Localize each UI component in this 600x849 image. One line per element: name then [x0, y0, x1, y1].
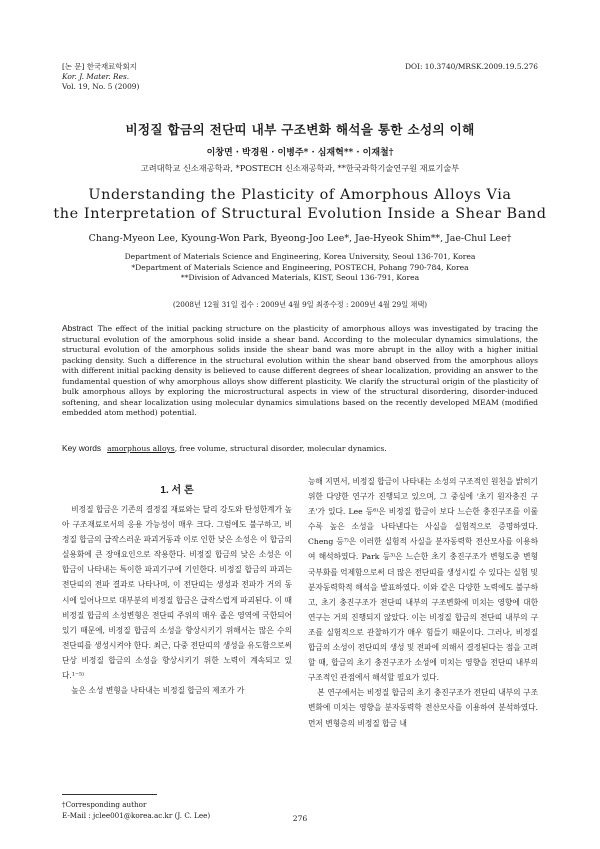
- footnote-divider: [62, 794, 157, 795]
- paragraph: 높은 소성 변형을 나타내는 비정질 합금의 제조가 가: [71, 686, 245, 696]
- title-english: [0, 186, 600, 224]
- authors-korean: 이창면 · 박경원 · 이병주* · 심재혁** · 이재철†: [206, 148, 394, 158]
- abstract: [62, 323, 538, 419]
- body-left-column: [62, 502, 292, 698]
- affiliation-line: **Division of Advanced Materials, KIST, Seoul 136-791, Korea: [180, 273, 420, 283]
- journal-name-en: Kor. J. Mater. Res.: [62, 72, 130, 82]
- authors-english: Chang-Myeon Lee, Kyoung-Won Park, Byeong-Joo Lee*, Jae-Hyeok Shim**, Jae-Chul Lee†: [88, 233, 512, 244]
- paragraph: 본 연구에서는 비정질 합금의 초기 충진구조가 전단띠 내부의 구조변화에 미치는 영향을 분자동력학 전산모사를 이용하여 분석하였다. 먼저 변형층의 비정질 합금 내: [308, 688, 538, 728]
- affiliations-english: [0, 252, 600, 284]
- corresponding-author: †Corresponding author: [62, 800, 147, 809]
- author-email: E-Mail : jclee001@korea.ac.kr (J. C. Lee): [62, 811, 211, 820]
- doi: DOI: 10.3740/MRSK.2009.19.5.276: [405, 62, 538, 71]
- affiliation-korean: 고려대학교 신소재공학과, *POSTECH 신소재공학과, **한국과학기술연구원 재료기술부: [140, 163, 460, 173]
- section-heading-introduction: 1. 서 론: [160, 485, 194, 496]
- abstract-text: The effect of the initial packing structure on the plasticity of amorphous alloys was investigated by tracing the structural evolution of the amorphous solid inside a shear band. According to the molecular dynamics simulations, the structural evolution of the amorphous solids inside the shear band was more abrupt in the alloy with a higher initial packing density. Such a difference in the structural evolution within the shear band observed from the amorphous alloys with different initial packing density is believed to cause different degrees of shear localization, providing an answer to the fundamental question of why amorphous alloys show different plasticity. We clarify the structural origin of the plasticity of bulk amorphous alloys by exploring the microstructural aspects in view of the structural disordering, disorder-induced softening, and shear localization using molecular dynamics simulations based on the recently developed MEAM (modified embedded atom method) potential.: [62, 324, 538, 417]
- affiliation-line: Department of Materials Science and Engineering, Korea University, Seoul 136-701, Korea: [124, 252, 476, 261]
- title-korean: 비정질 합금의 전단띠 내부 구조변화 해석을 통한 소성의 이해: [125, 122, 475, 137]
- abstract-label: Abstract: [62, 323, 93, 333]
- title-english-line: the Interpretation of Structural Evolution Inside a Shear Band: [53, 206, 547, 222]
- keywords-rest: , free volume, structural disorder, molecular dynamics.: [174, 444, 387, 453]
- affiliation-line: *Department of Materials Science and Engineering, POSTECH, Pohang 790-784, Korea: [131, 262, 469, 272]
- body-right-column: [308, 474, 538, 731]
- title-english-line: Understanding the Plasticity of Amorphous Alloys Via: [88, 187, 512, 203]
- keyword-link[interactable]: amorphous alloys: [107, 444, 175, 453]
- paragraph: 비정질 합금은 기존의 결정질 재료와는 달리 강도와 탄성한계가 높아 구조재료로서의 응용 가능성이 매우 크다. 그럼에도 불구하고, 비정질 합금의 급작스러운 파괴거동과 이로 인한 낮은 소성은 이 합금의 실용화에 큰 장애요인으로 작용한다. 비정질 합금의 낮은 소성은 이 합금이 나타내는 특이한 파괴기구에 기인한다. 비정질 합금의 파괴는 전단띠의 전파 결과로 나타나며, 이 전단띠는 생성과 전파가 거의 동시에 일어나므로 대부분의 비정질 합금은 급작스럽게 파괴된다. 이 때 비정질 합금의 소성변형은 전단띠 주위의 매우 좁은 영역에 국한되어 있기 때문에, 비정질 합금의 소성을 향상시키기 위해서는 많은 수의 전단띠를 생성시켜야 한다. 최근, 다중 전단띠의 생성을 유도함으로써 단상 비정질 합금의 소성을 향상시키기 위한 노력이 계속되고 있다.¹⁻⁵⁾: [62, 505, 292, 681]
- journal-header: [62, 62, 139, 93]
- received-dates: (2008년 12월 31일 접수 : 2009년 4월 9일 최종수정 : 2009년 4월 29일 채택): [172, 300, 428, 309]
- paragraph: 능해 지면서, 비정질 합금이 나타내는 소성의 구조적인 원천을 밝히기 위한 다양한 연구가 진행되고 있으며, 그 중심에 '초기 원자충진 구조'가 있다. Lee 등⁶⁾은 비정질 합금이 보다 느슨한 충진구조를 이룰수록 높은 소성을 나타낸다는 사실을 실험적으로 증명하였다. Cheng 등⁷⁾은 이러한 실험적 사실을 분자동력학 전산모사를 이용하여 해석하였다. Park 등³⁾은 느슨한 초기 충진구조가 변형도중 변형 국부화를 억제함으로써 더 많은 전단띠를 생성시킬 수 있다는 실험 및 분자동력학적 해석을 발표하였다. 이와 같은 다양한 노력에도 불구하고, 초기 충진구조가 전단띠 내부의 구조변화에 미치는 영향에 대한 연구는 거의 진행되지 않았다. 이는 비정질 합금의 전단띠 내부의 구조를 실험적으로 관찰하기가 매우 힘들기 때문이다. 그러나, 비정질 합금의 소성이 전단띠의 생성 및 전파에 의해서 결정된다는 점을 고려할 때, 합금의 초기 충진구조가 소성에 미치는 영향을 전단띠 내부의 구조적인 관점에서 해석할 필요가 있다.: [308, 477, 538, 683]
- journal-name-ko: [논 문] 한국재료학회지: [62, 62, 137, 71]
- keywords-label: Key words: [62, 443, 102, 453]
- page-number: 276: [292, 814, 308, 823]
- keywords: [62, 443, 387, 453]
- journal-volume: Vol. 19, No. 5 (2009): [62, 82, 140, 92]
